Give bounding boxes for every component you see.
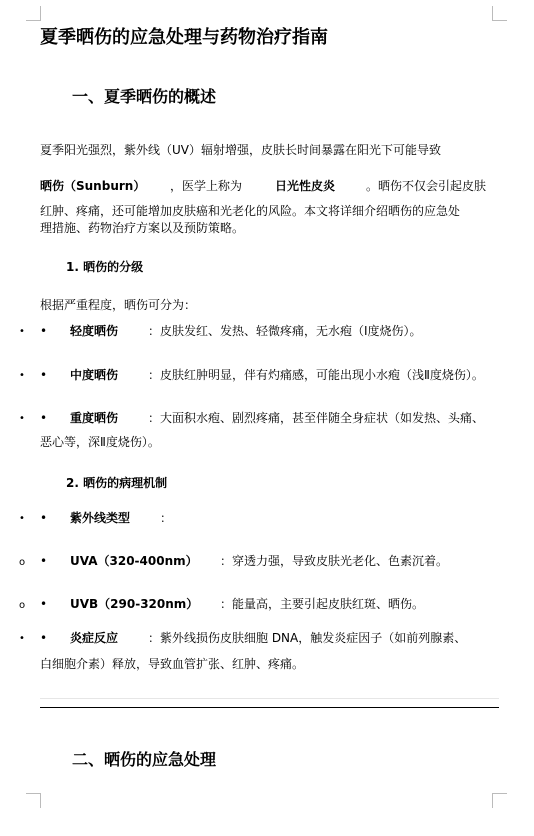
uvb-desc: ：能量高，主要引起皮肤红斑、晒伤。 — [220, 597, 425, 611]
section-heading-overview: 一、夏季晒伤的概述 — [72, 87, 217, 106]
uva-term: UVA（320-400nm） — [70, 554, 198, 568]
uv-types-term: 紫外线类型 — [70, 511, 131, 525]
grading-lead: 根据严重程度，晒伤可分为： — [40, 298, 197, 312]
subheading-grading: 1. 晒伤的分级 — [66, 260, 144, 274]
list-marker-filled: • — [19, 370, 25, 381]
bullet-glyph: • — [40, 368, 48, 382]
uv-types-desc: ： — [160, 511, 173, 525]
grade-severe-desc-cont: 恶心等，深Ⅱ度烧伤）。 — [40, 435, 160, 449]
term-sunburn: 晒伤（Sunburn） — [40, 179, 146, 193]
bullet-glyph: • — [40, 631, 48, 645]
list-marker-hollow: o — [19, 600, 26, 611]
document-title: 夏季晒伤的应急处理与药物治疗指南 — [40, 27, 328, 48]
bullet-glyph: • — [40, 597, 48, 611]
crop-mark-top-right — [492, 6, 507, 21]
bullet-glyph: • — [40, 324, 48, 338]
section-heading-emergency: 二、晒伤的应急处理 — [72, 750, 217, 769]
uvb-term: UVB（290-320nm） — [70, 597, 199, 611]
list-marker-filled: • — [19, 633, 25, 644]
bullet-glyph: • — [40, 554, 48, 568]
list-marker-filled: • — [19, 513, 25, 524]
subheading-mechanism: 2. 晒伤的病理机制 — [66, 476, 168, 490]
grade-moderate-desc: ：皮肤红肿明显，伴有灼痛感，可能出现小水疱（浅Ⅱ度烧伤）。 — [148, 368, 484, 382]
intro-line-1: 夏季阳光强烈，紫外线（UV）辐射增强，皮肤长时间暴露在阳光下可能导致 — [40, 143, 441, 157]
intro-tail-text: 。晒伤不仅会引起皮肤 — [366, 179, 487, 193]
inflammation-desc-cont: 白细胞介素）释放，导致血管扩张、红肿、疼痛。 — [40, 657, 305, 671]
crop-mark-bottom-right — [492, 793, 507, 808]
list-marker-filled: • — [19, 413, 25, 424]
inflammation-desc: ：紫外线损伤皮肤细胞 DNA，触发炎症因子（如前列腺素、 — [148, 631, 467, 645]
term-solar-dermatitis: 日光性皮炎 — [275, 179, 336, 193]
grade-mild-term: 轻度晒伤 — [70, 324, 119, 338]
grade-mild-desc: ：皮肤发红、发热、轻微疼痛，无水疱（Ⅰ度烧伤）。 — [148, 324, 422, 338]
bullet-glyph: • — [40, 511, 48, 525]
intro-line-3: 红肿、疼痛，还可能增加皮肤癌和光老化的风险。本文将详细介绍晒伤的应急处 — [40, 204, 461, 218]
divider-light — [40, 698, 499, 699]
list-marker-filled: • — [19, 326, 25, 337]
grade-moderate-term: 中度晒伤 — [70, 368, 119, 382]
horizontal-rule — [40, 707, 499, 708]
intro-mid-text: ，医学上称为 — [170, 179, 243, 193]
crop-mark-top-left — [26, 6, 41, 21]
uva-desc: ：穿透力强，导致皮肤光老化、色素沉着。 — [220, 554, 449, 568]
grade-severe-desc: ：大面积水疱、剧烈疼痛，甚至伴随全身症状（如发热、头痛、 — [148, 411, 485, 425]
list-marker-hollow: o — [19, 557, 26, 568]
inflammation-term: 炎症反应 — [70, 631, 119, 645]
bullet-glyph: • — [40, 411, 48, 425]
grade-severe-term: 重度晒伤 — [70, 411, 119, 425]
crop-mark-bottom-left — [26, 793, 41, 808]
intro-line-4: 理措施、药物治疗方案以及预防策略。 — [40, 221, 245, 235]
